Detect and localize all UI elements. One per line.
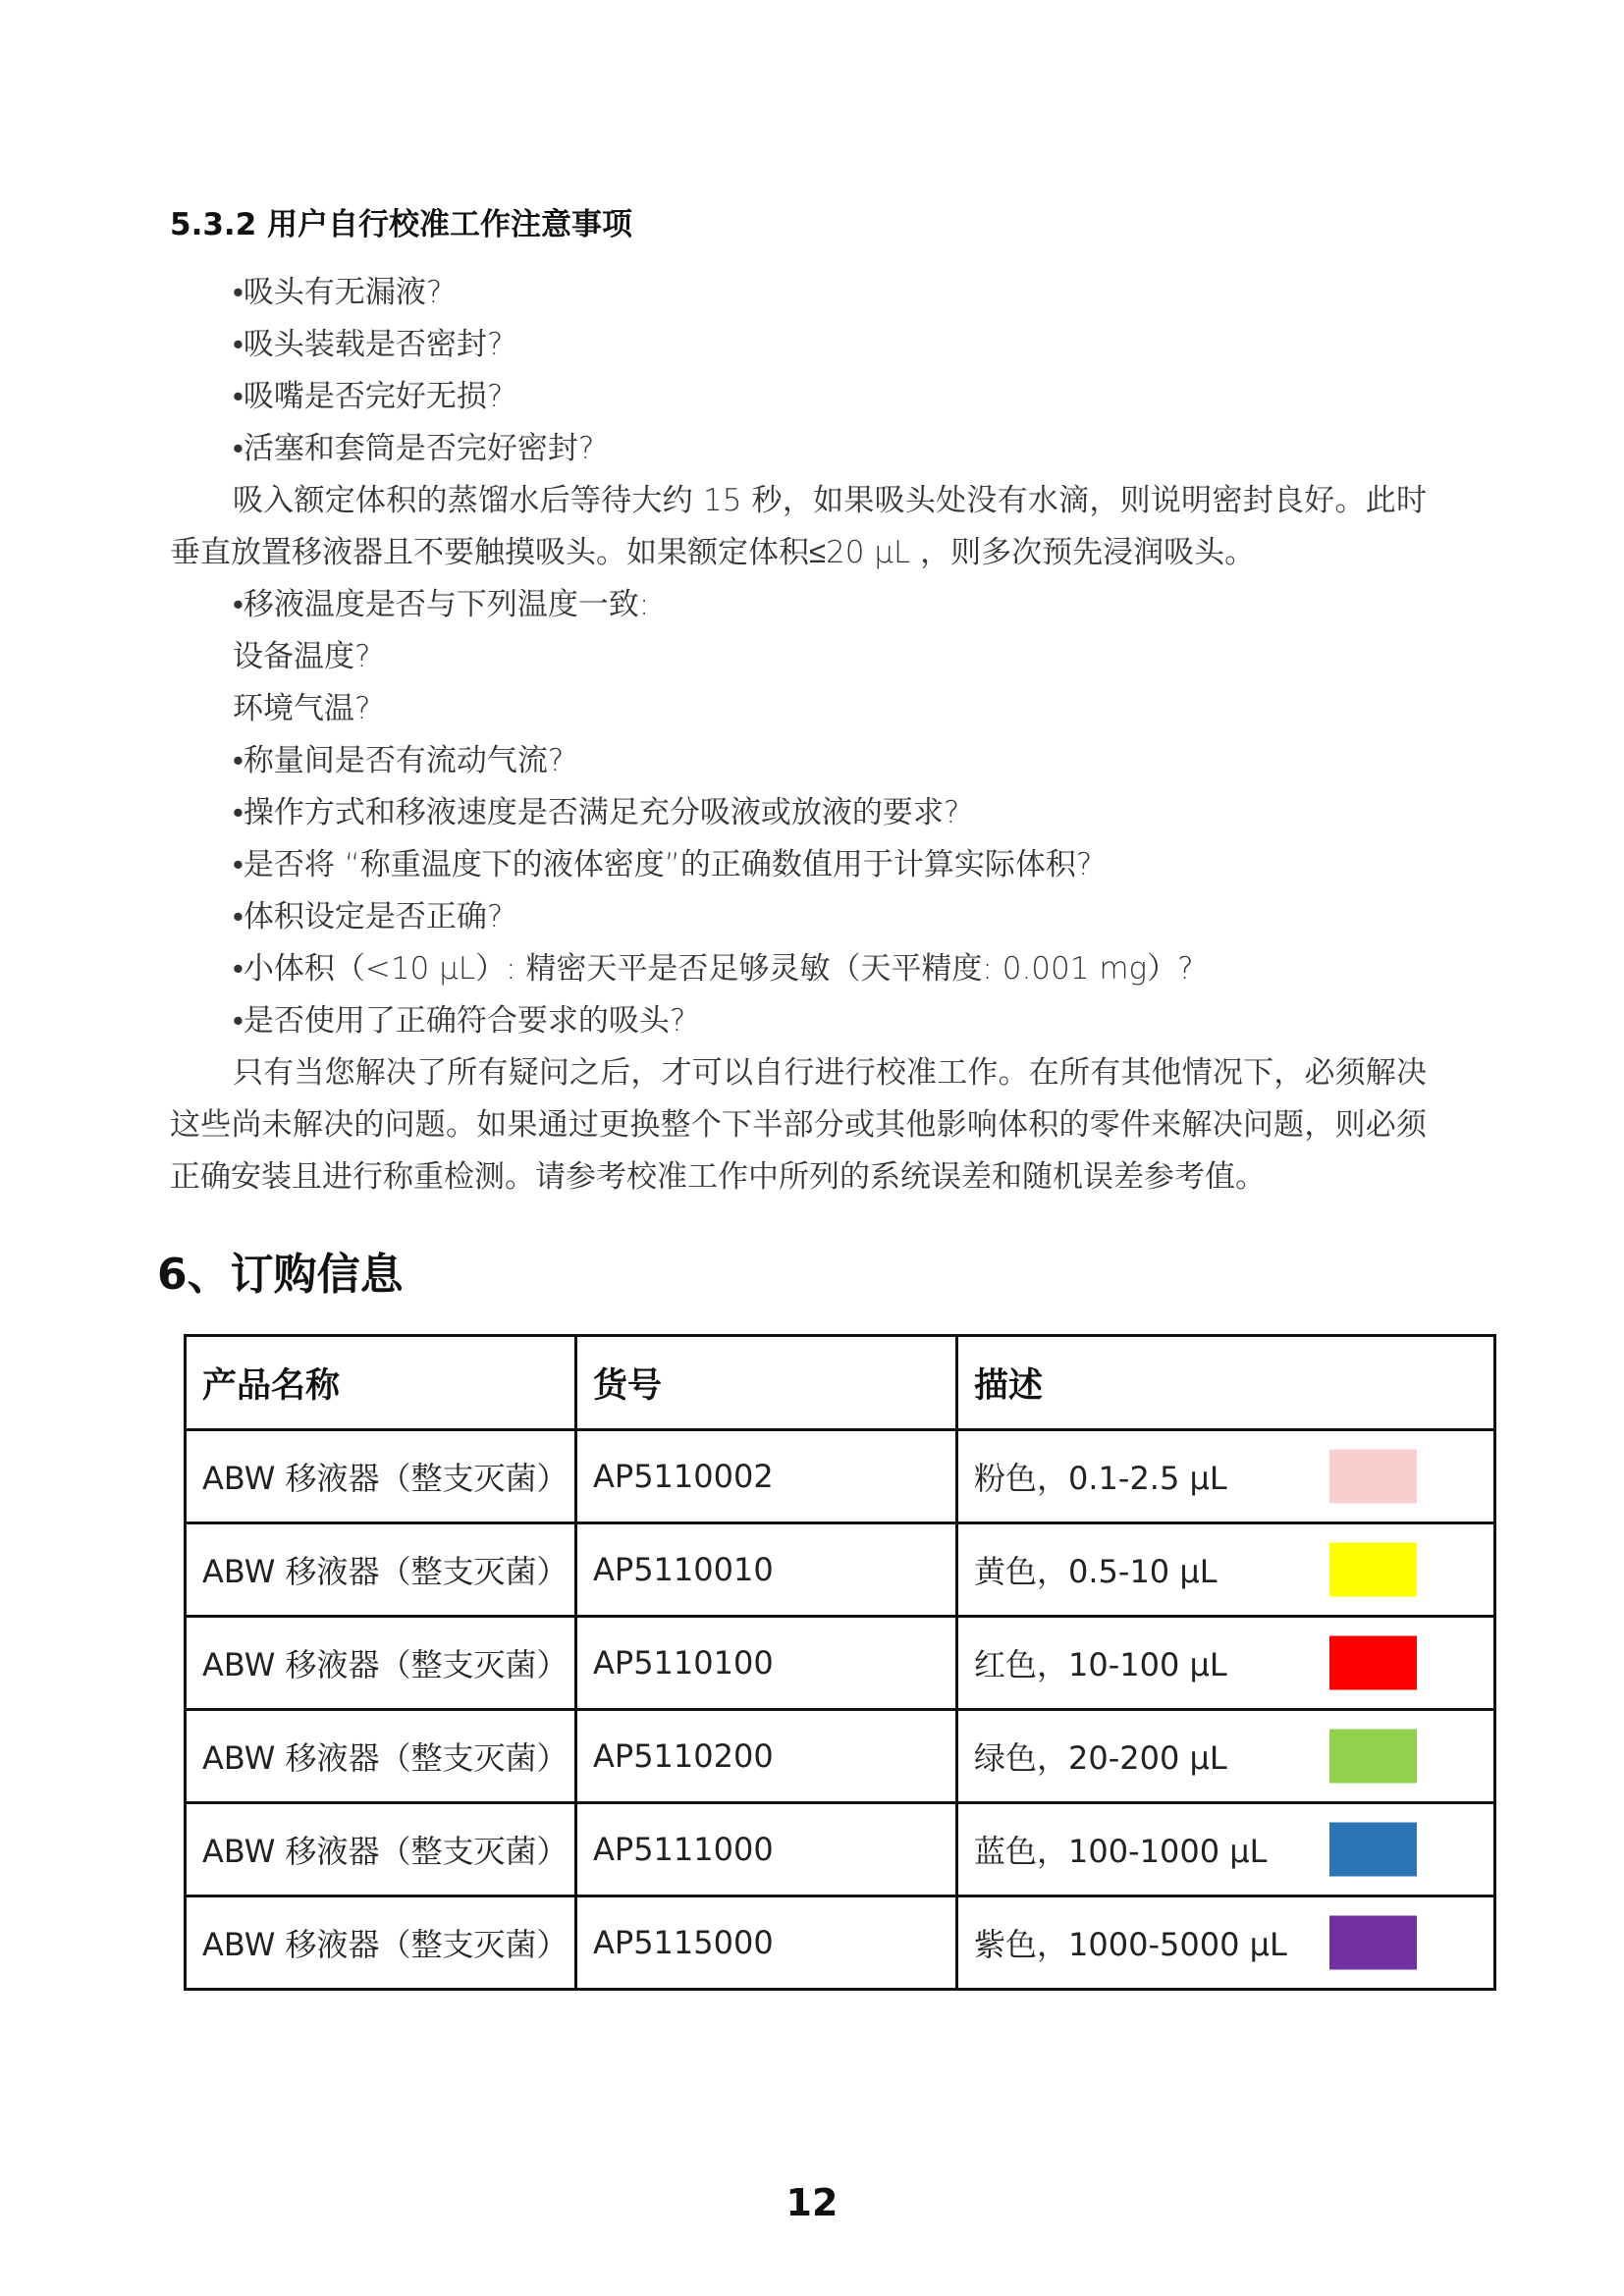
checklist-item: •吸头装载是否密封?	[233, 327, 504, 362]
description-text: 蓝色，100-1000 μL	[974, 1833, 1268, 1870]
section-title: 6、订购信息	[157, 1250, 404, 1300]
subsection-title: 5.3.2 用户自行校准工作注意事项	[170, 207, 633, 242]
color-swatch	[1329, 1636, 1417, 1690]
product-name-cell: ABW 移液器（整支灭菌）	[186, 1803, 576, 1896]
item-number-cell: AP5110010	[576, 1523, 957, 1617]
checklist-item: •操作方式和移液速度是否满足充分吸液或放液的要求?	[233, 795, 960, 830]
checklist-item: 设备温度?	[233, 639, 371, 674]
checklist-body	[170, 267, 1427, 1203]
description-cell	[957, 1710, 1495, 1803]
header-item-number: 货号	[576, 1336, 957, 1430]
description-text: 绿色，20-200 μL	[974, 1739, 1227, 1777]
color-swatch	[1329, 1730, 1417, 1784]
checklist-item: •小体积（<10 μL）: 精密天平是否足够灵敏（天平精度: 0.001 mg）?	[233, 951, 1194, 987]
header-product-name: 产品名称	[186, 1336, 576, 1430]
table-row	[186, 1523, 1495, 1617]
checklist-item: •活塞和套筒是否完好密封?	[233, 431, 595, 466]
table-row	[186, 1430, 1495, 1523]
description-text: 红色，10-100 μL	[974, 1646, 1227, 1683]
checklist-item: •体积设定是否正确?	[233, 899, 504, 934]
checklist-item: •称量间是否有流动气流?	[233, 743, 565, 778]
header-description: 描述	[957, 1336, 1495, 1430]
table-row	[186, 1617, 1495, 1710]
description-cell	[957, 1803, 1495, 1896]
description-text: 紫色，1000-5000 μL	[974, 1926, 1287, 1963]
item-number-cell: AP5110100	[576, 1617, 957, 1710]
description-cell	[957, 1430, 1495, 1523]
checklist-item: 环境气温?	[233, 691, 371, 726]
product-name-cell: ABW 移液器（整支灭菌）	[186, 1430, 576, 1523]
color-swatch	[1329, 1450, 1417, 1504]
table-row	[186, 1803, 1495, 1896]
ordering-table	[184, 1334, 1496, 1991]
checklist-item: •是否将 “称重温度下的液体密度”的正确数值用于计算实际体积?	[233, 847, 1093, 882]
description-text: 粉色，0.1-2.5 μL	[974, 1460, 1227, 1497]
body-paragraph: 吸入额定体积的蒸馏水后等待大约 15 秒，如果吸头处没有水滴，则说明密封良好。此时垂直放置移液器且不要触摸吸头。如果额定体积≤20 μL ，则多次预先浸润吸头。	[170, 483, 1427, 570]
description-cell	[957, 1896, 1495, 1990]
item-number-cell: AP5110002	[576, 1430, 957, 1523]
table-row	[186, 1710, 1495, 1803]
table-header-row	[186, 1336, 1495, 1430]
product-name-cell: ABW 移液器（整支灭菌）	[186, 1617, 576, 1710]
page-number: 12	[785, 2181, 839, 2224]
table-row	[186, 1896, 1495, 1990]
color-swatch	[1329, 1823, 1417, 1877]
item-number-cell: AP5110200	[576, 1710, 957, 1803]
color-swatch	[1329, 1916, 1417, 1970]
product-name-cell: ABW 移液器（整支灭菌）	[186, 1523, 576, 1617]
description-cell	[957, 1617, 1495, 1710]
product-name-cell: ABW 移液器（整支灭菌）	[186, 1710, 576, 1803]
checklist-item: •吸嘴是否完好无损?	[233, 379, 504, 414]
description-cell	[957, 1523, 1495, 1617]
color-swatch	[1329, 1543, 1417, 1597]
product-name-cell: ABW 移液器（整支灭菌）	[186, 1896, 576, 1990]
description-text: 黄色，0.5-10 μL	[974, 1553, 1218, 1590]
checklist-item: •吸头有无漏液?	[233, 275, 443, 310]
item-number-cell: AP5111000	[576, 1803, 957, 1896]
item-number-cell: AP5115000	[576, 1896, 957, 1990]
checklist-item: •是否使用了正确符合要求的吸头?	[233, 1003, 686, 1039]
checklist-item: •移液温度是否与下列温度一致:	[233, 587, 650, 622]
body-paragraph: 只有当您解决了所有疑问之后，才可以自行进行校准工作。在所有其他情况下，必须解决这些尚未解决的问题。如果通过更换整个下半部分或其他影响体积的零件来解决问题，则必须正确安装且进行称重检测。请参考校准工作中所列的系统误差和随机误差参考值。	[170, 1055, 1427, 1195]
